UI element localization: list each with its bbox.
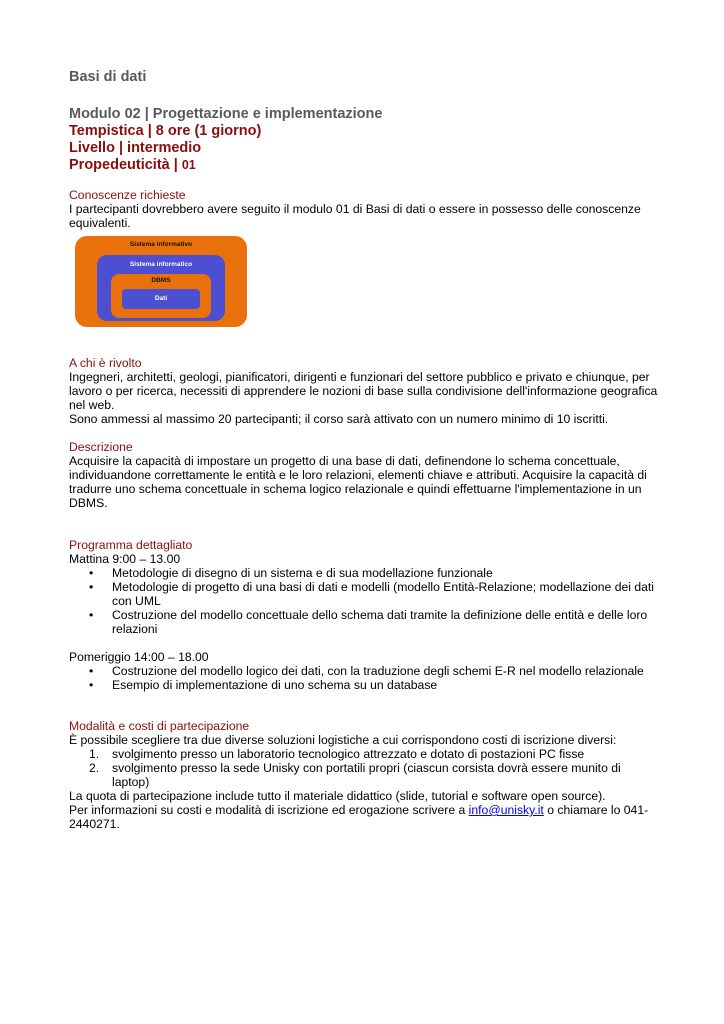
course-title: Basi di dati (69, 69, 147, 85)
bullet-mark: • (89, 608, 94, 622)
data-box (122, 289, 200, 309)
list-item: 2. svolgimento presso la sede Unisky con portatili propri (ciascun corsista dovrà essere munito di laptop) (89, 761, 621, 789)
costs-intro: È possibile scegliere tra due diverse soluzioni logistiche a cui corrispondono costi di iscrizione diversi: (69, 733, 617, 747)
description-text: Acquisire la capacità di impostare un progetto di una base di dati, definendone lo schema concettuale, individuandone correttamente le entità e le loro relazioni, elementi chiave e attributi. Acquisire la capacità di tradurre uno schema concettuale in schema logico relazionale e quindi effettuarne l'implementazione in un DBMS. (69, 454, 647, 510)
prereq-value: 01 (181, 158, 196, 172)
dbms-label: DBMS (151, 277, 171, 284)
outer-label: Sistema informativo (129, 241, 193, 248)
option-number: 1. (89, 747, 100, 761)
list-item: • Costruzione del modello logico dei dati, con la traduzione degli schemi E-R nel modello relazionale (89, 664, 644, 678)
costs-info: Per informazioni su costi e modalità di iscrizione ed erogazione scrivere a info@unisky.it o chiamare lo 041-2440271. (69, 803, 649, 831)
email-link[interactable]: info@unisky.it (468, 803, 544, 817)
module-title: Modulo 02 | Progettazione e implementazione (69, 106, 383, 122)
list-item: • Metodologie di progetto di una basi di dati e modelli (modello Entità-Relazione; modellazione dei dati con UML (89, 580, 654, 608)
timing-line: Tempistica | 8 ore (1 giorno) (69, 123, 262, 139)
audience-heading: A chi è rivolto (69, 356, 142, 370)
bullet-mark: • (89, 678, 94, 692)
bullet-mark: • (89, 580, 94, 594)
description-heading: Descrizione (69, 440, 133, 454)
middle-label: Sistema informatico (129, 261, 193, 268)
audience-text-2: Sono ammessi al massimo 20 partecipanti; il corso sarà attivato con un numero minimo di 10 iscritti. (69, 412, 609, 426)
audience-text-1: Ingegneri, architetti, geologi, pianificatori, dirigenti e funzionari del settore pubblico e privato e chiunque, per lavoro o per ricerca, necessiti di apprendere le nozioni di base sulla condivisione dell'informazione geografica nel web. (69, 370, 658, 412)
morning-label: Mattina 9:00 – 13.00 (69, 552, 181, 566)
list-item: • Metodologie di disegno di un sistema e di sua modellazione funzionale (89, 566, 493, 580)
inner-label: Dati (154, 295, 168, 302)
costs-quota: La quota di partecipazione include tutto il materiale didattico (slide, tutorial e software open source). (69, 789, 606, 803)
option-number: 2. (89, 761, 100, 775)
bullet-mark: • (89, 566, 94, 580)
prereq-line (69, 157, 659, 174)
afternoon-list (69, 664, 659, 692)
system-diagram (75, 236, 247, 327)
bullet-mark: • (89, 664, 94, 678)
dbms-box (111, 274, 211, 318)
list-item: 1. svolgimento presso un laboratorio tecnologico attrezzato e dotato di postazioni PC fisse (89, 747, 585, 761)
list-item: • Esempio di implementazione di uno schema su un database (89, 678, 438, 692)
morning-list (69, 566, 659, 636)
informatic-system-box (97, 255, 225, 321)
list-item: • Costruzione del modello concettuale dello schema dati tramite la definizione delle entità e delle loro relazioni (89, 608, 648, 636)
afternoon-label: Pomeriggio 14:00 – 18.00 (69, 650, 209, 664)
costs-heading: Modalità e costi di partecipazione (69, 719, 250, 733)
program-heading: Programma dettagliato (69, 538, 193, 552)
prereq-label: Propedeuticità | (69, 157, 182, 173)
level-line: Livello | intermedio (69, 140, 202, 156)
options-list (69, 747, 659, 789)
knowledge-heading: Conoscenze richieste (69, 188, 186, 202)
document-page (69, 68, 659, 831)
knowledge-text: I partecipanti dovrebbero avere seguito il modulo 01 di Basi di dati o essere in possesso delle conoscenze equivalenti. (69, 202, 641, 230)
